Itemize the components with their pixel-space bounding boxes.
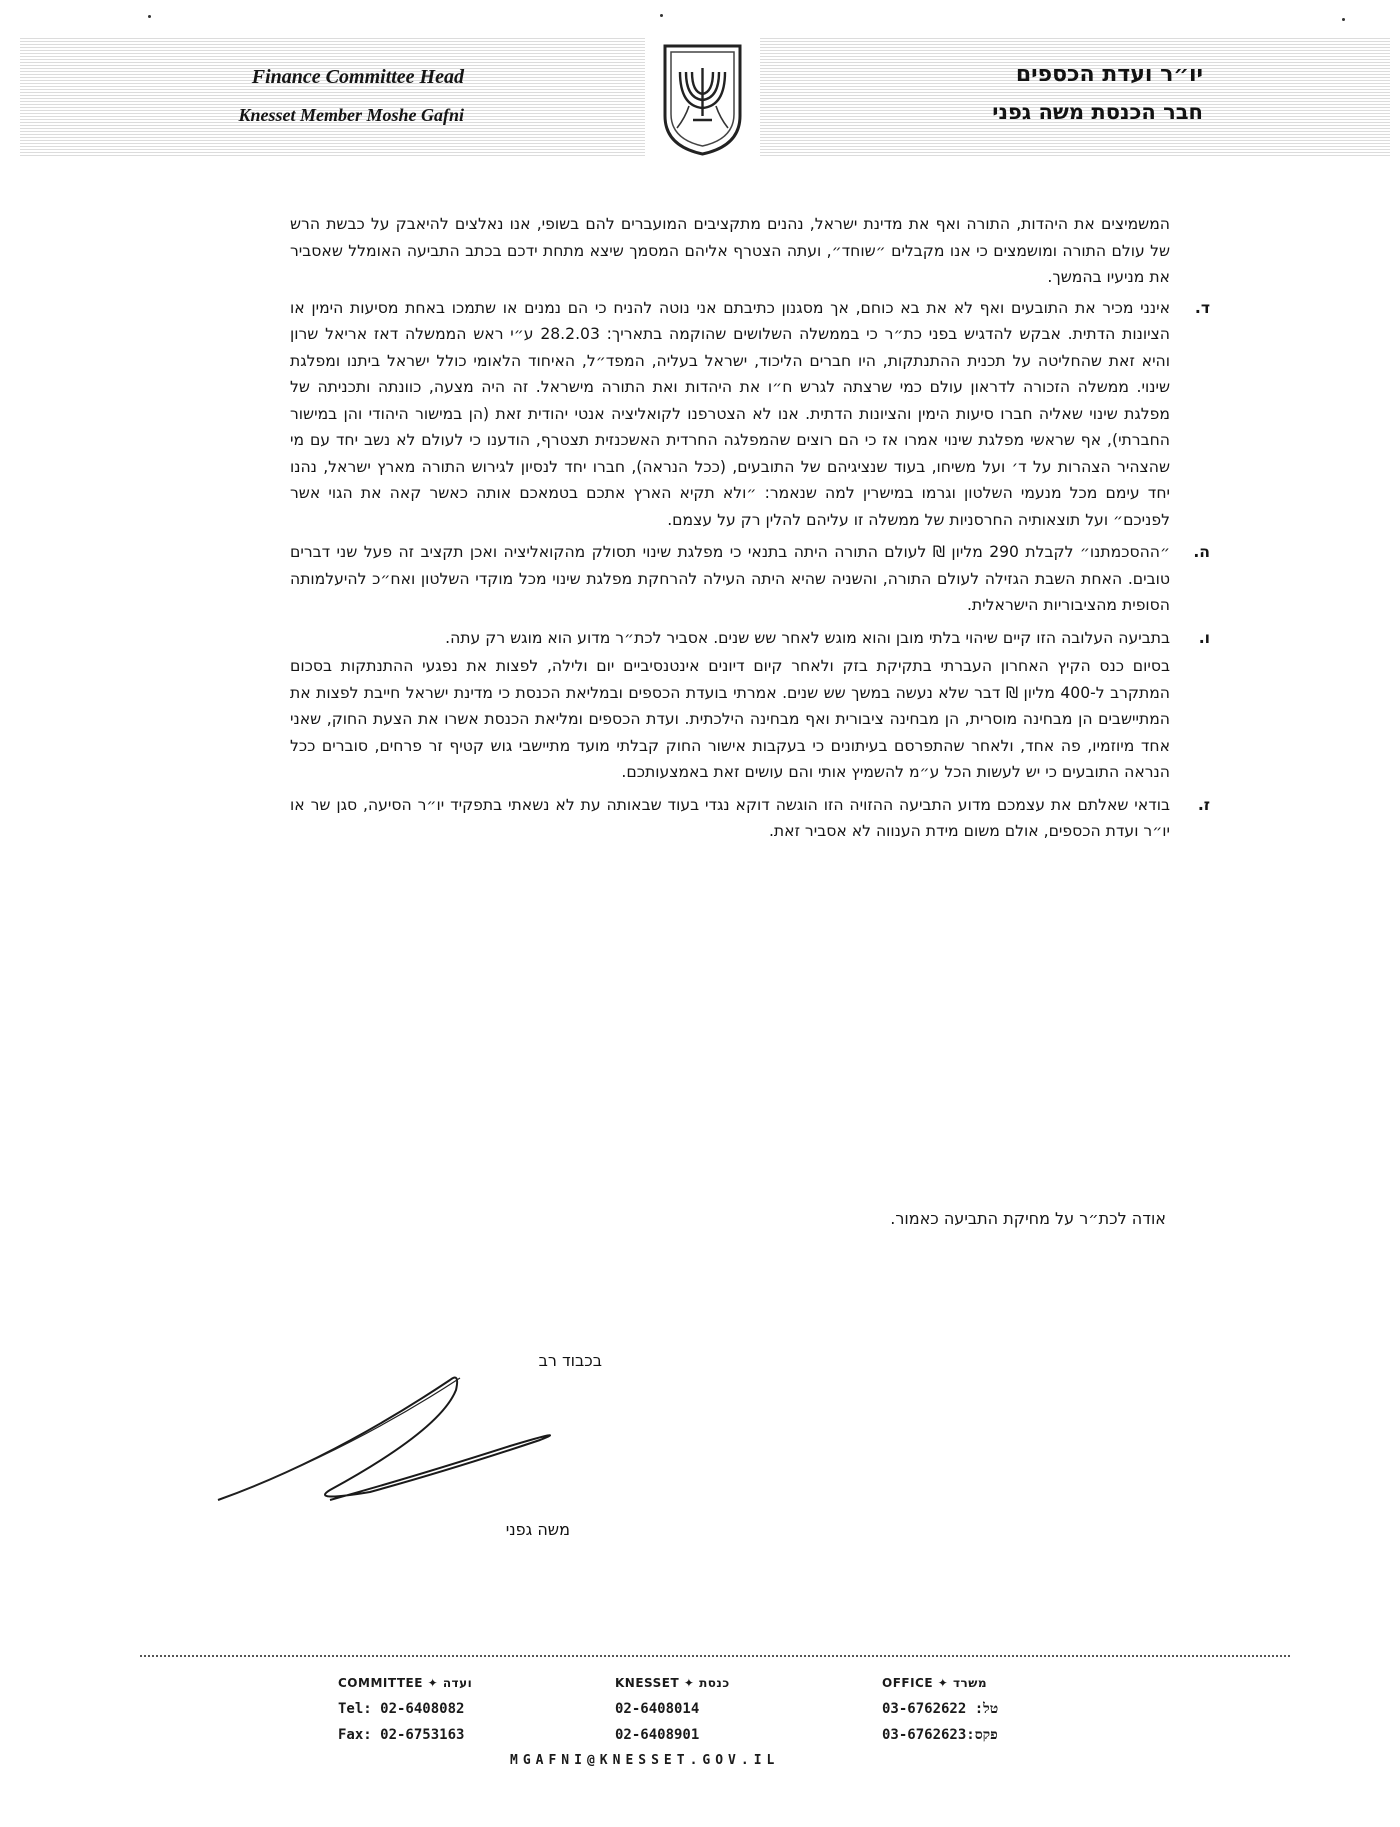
signer-name: משה גפני (505, 1520, 570, 1539)
regards-line: בכבוד רב (538, 1351, 602, 1370)
scan-speck (1342, 18, 1345, 21)
section-marker: ו. (1198, 628, 1210, 647)
section-marker: ז. (1197, 795, 1210, 814)
handwritten-signature (210, 1350, 590, 1510)
section-text: אינני מכיר את התובעים ואף לא את בא כוחם, אך מסגנון כתיבתם אני נוטה להניח כי הם נמנים או שתמכו באחת מסיעות הימין או הציונות הדתית. אבקש להדגיש בפני כת״ר כי בממשלה השלושים שהוקמה בתאריך: 28.2.03 ע״י ראש הממשלה דאז אריאל שרון והיא זאת שהחליטה על תכנית ההתנתקות, היו חברים הליכוד, ישראל בעליה, המפד״ל, האיחוד הלאומי כולל ישראל ביתנו ומפלגת שינוי. ממשלה הזכורה לדראון עולם כמי שרצתה לגרש ח״ו את היהדות ואת התורה מישראל. זה היה מצעה, כוונתה ותכניתה של מפלגת שינוי שאליה חברו סיעות הימין והציונות הדתית. אנו לא הצטרפנו לקואליציה אנטי יהודית זאת (הן במישור היהודי והן במישור החברתי), אף שראשי מפלגת שינוי אמרו אז כי הם רוצים שהמפלגה החרדית האשכנזית תצטרף, הודענו כי לעולם לא נשב יחד עם מי שהצהיר הצהרות על ד׳ ועל משיחו, בעוד שנציגיהם של התובעים, (ככל הנראה), חברו יחד לנסיון לגירוש התורה מארץ ישראל, נהנו יחד עימם מכל מנעמי השלטון וגרמו במישרין למה שנאמר: ״ולא תקיא הארץ אתכם בטמאכם אותה כאשר קאה את הגוי אשר לפניכם״ ועל תוצאותיה החרסניות של ממשלה זו עליהם להלין רק על עצמם. (290, 298, 1170, 529)
scan-speck (148, 15, 151, 18)
letterhead-band-left (20, 38, 645, 156)
hebrew-title: יו״ר ועדת הכספים (1015, 62, 1203, 87)
section-marker: ה. (1193, 543, 1210, 561)
footer-office (882, 1670, 998, 1748)
knesset-fax: 02-6408901 (615, 1727, 700, 1743)
committee-tel: Tel: 02-6408082 (338, 1701, 465, 1717)
section-vav (290, 625, 1210, 786)
english-subtitle: Knesset Member Moshe Gafni (238, 105, 464, 125)
footer-email: MGAFNI@KNESSET.GOV.IL (510, 1753, 780, 1768)
section-text: ״ההסכמתנו״ לקבלת 290 מליון ₪ לעולם התורה היתה בתנאי כי מפלגת שינוי תסולק מהקואליציה ואכן תקציב זה פעל שני דברים טובים. האחת השבת הגזילה לעולם התורה, והשניה שהיא היתה העילה להרחקת מפלגת שינוי מכל מוקדי השלטון ואח״כ להיעלמותה הסופית מהציבוריות הישראלית. (290, 543, 1170, 614)
section-zayin (290, 792, 1210, 845)
office-fax: 03-6762623:פקס (882, 1727, 998, 1743)
knesset-tel: 02-6408014 (615, 1701, 700, 1717)
committee-heading: COMMITTEE ✦ ועדה (338, 1676, 473, 1690)
section-text: בתביעה העלובה הזו קיים שיהוי בלתי מובן והוא מוגש לאחר שש שנים. אסביר לכת״ר מדוע הוא מוגש רק עתה. (445, 628, 1170, 647)
english-title: Finance Committee Head (251, 66, 464, 88)
letter-body (290, 211, 1210, 847)
office-heading: OFFICE ✦ משרד (882, 1676, 988, 1690)
committee-fax: Fax: 02-6753163 (338, 1727, 465, 1743)
section-text: בודאי שאלתם את עצמכם מדוע התביעה ההזויה הזו הוגשה דוקא נגדי בעוד שבאותה עת לא נשאתי בתפקיד יו״ר הסיעה, סגן שר או יו״ר ועדת הכספים, אולם משום מידת הענווה לא אסביר זאת. (290, 795, 1170, 840)
letterhead-band-right (760, 38, 1390, 156)
intro-paragraph: המשמיצים את היהדות, התורה ואף את מדינת ישראל, נהנים מתקציבים המועברים להם בשופי, אנו נאלצים להיאבק על כבשת הרש של עולם התורה ומושמצים כי אנו מקבלים ״שוחד״, ועתה הצטרף אליהם המסמך שיצא מתחת ידכם בכתב התביעה האומלל שאסביר את מניעיו בהמשך. (290, 215, 1170, 286)
section-dalet (290, 295, 1210, 534)
closing-line: אודה לכת״ר על מחיקת התביעה כאמור. (890, 1209, 1166, 1228)
footer-committee (338, 1670, 472, 1748)
office-tel: 03-6762622 :טל (882, 1701, 999, 1717)
hebrew-subtitle: חבר הכנסת משה גפני (992, 100, 1203, 124)
scan-speck (660, 14, 663, 17)
section-continuation: בסיום כנס הקיץ האחרון העברתי בתקיקת בזק ולאחר קיום דיונים אינטנסיביים יום ולילה, לפצות את נפגעי ההתנתקות בסכום המתקרב ל-400 מליון ₪ דבר שלא נעשה במשך שש שנים. אמרתי בועדת הכספים ובמליאת הכנסת כי מדינת ישראל חייבת לפצות את המתיישבים הן מבחינה מוסרית, הן מבחינה ציבורית ואף מבחינה הילכתית. ועדת הכספים ומליאת הכנסת אשרו את הצעת החוק, שאני אחד מיוזמיו, פה אחד, ולאחר שהתפרסם בעיתונים כי בעקבות אישור החוק קבלתי מועד מתיישבי גוש קטיף זר פרחים, סוברים ככל הנראה התובעים כי יש לעשות הכל ע״מ להשמיץ אותי והם עושים זאת באמצעותכם. (290, 657, 1170, 781)
knesset-heading: KNESSET ✦ כנסת (615, 1676, 730, 1690)
section-he (290, 539, 1210, 619)
menorah-emblem-icon (655, 38, 750, 158)
footer-divider (140, 1655, 1290, 1657)
footer-knesset (615, 1670, 730, 1748)
section-marker: ד. (1194, 298, 1210, 317)
